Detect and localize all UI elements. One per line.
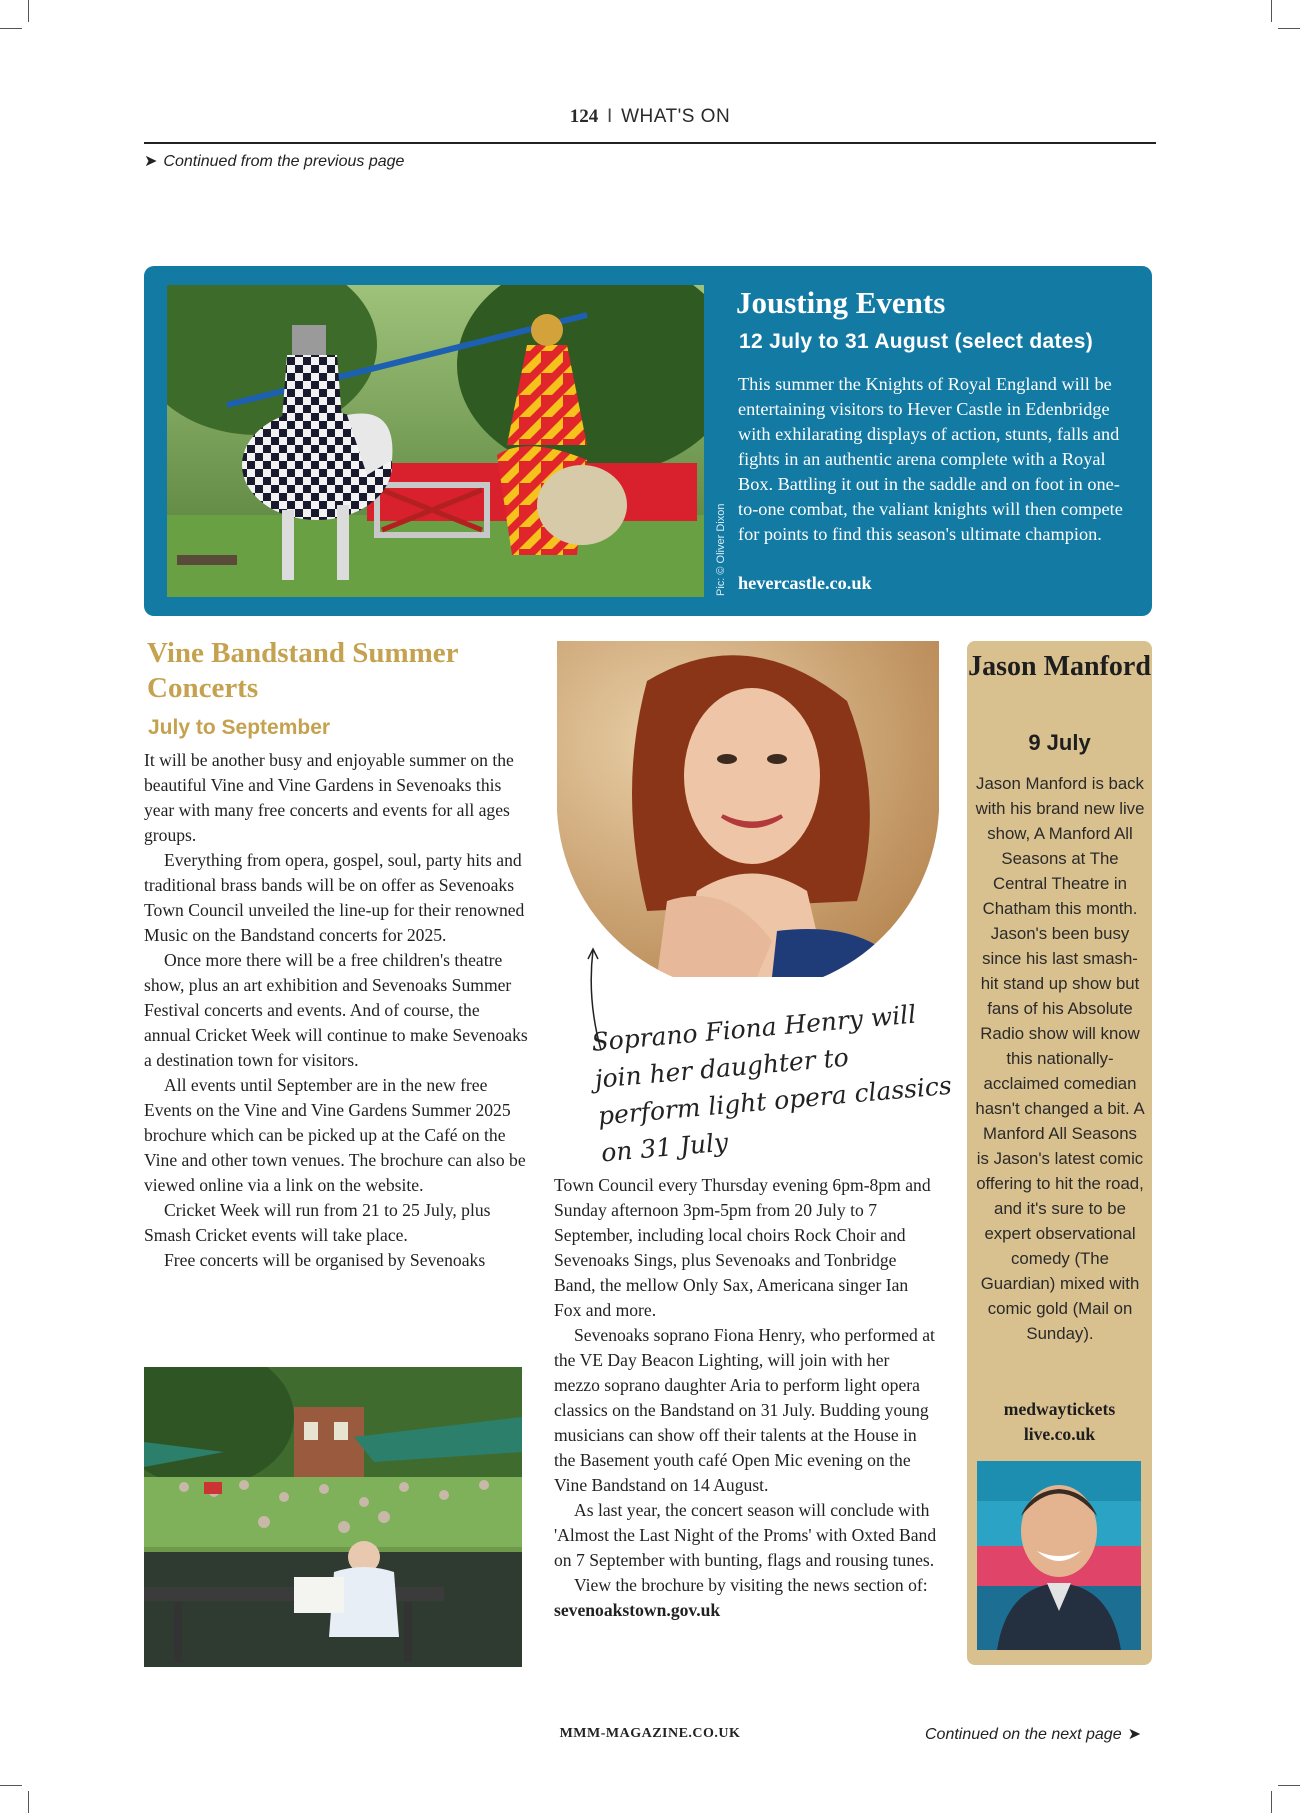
manford-body (975, 771, 1145, 1346)
jousting-photo (167, 285, 704, 597)
page-header (0, 106, 1300, 128)
page-number: 124 (569, 106, 599, 127)
arrow-right-icon: ➤ (1127, 1726, 1142, 1743)
sevenoaks-link[interactable]: sevenoakstown.gov.uk (554, 1600, 721, 1620)
vine-title: Vine Bandstand Summer Concerts (147, 637, 459, 704)
vine-paragraph: It will be another busy and enjoyable summer on the beautiful Vine and Vine Gardens in Sevenoaks this year with many free concerts and events for all ages groups. (144, 750, 514, 845)
manford-date: 9 July (1028, 730, 1091, 755)
manford-photo (977, 1461, 1141, 1650)
vine-body (144, 748, 530, 1273)
header-rule (144, 142, 1156, 144)
vine-body-continued (554, 1173, 939, 1623)
photo-credit (712, 490, 730, 600)
jousting-body: This summer the Knights of Royal England will be entertaining visitors to Hever Castle in Edenbridge with exhilarating displays of action, stunts, falls and fights in an authentic arena complete with a Royal Box. Battling it out in the saddle and on foot in one-to-one combat, the valiant knights will then compete for points to find this season's ultimate champion. (738, 374, 1123, 544)
crop-mark (1278, 28, 1300, 29)
fiona-henry-portrait (557, 641, 939, 977)
manford-paragraph: Jason's been busy since his last smash-hit stand up show but fans of his Absolute Radio show will know this nationally-acclaimed comedian hasn't changed a bit. A Manford All Seasons is Jason's latest comic offering to hit the road, and it's sure to be expert observational comedy (The Guardian) mixed with comic gold (Mail on Sunday). (975, 924, 1145, 1343)
manford-title: Jason Manford (968, 651, 1151, 682)
crop-mark (28, 1791, 29, 1813)
photo-caption: Soprano Fiona Henry will join her daughter to perform light opera classics on 31 July (590, 999, 953, 1168)
vine-paragraph: Cricket Week will run from 21 to 25 July, plus Smash Cricket events will take place. (144, 1200, 491, 1245)
manford-link[interactable]: medwaytickets live.co.uk (1003, 1399, 1116, 1444)
crop-mark (1271, 0, 1272, 22)
header-separator: I (607, 106, 613, 127)
crop-mark (1271, 1791, 1272, 1813)
bandstand-photo (144, 1367, 522, 1667)
photo-credit-text: Pic: © Oliver Dixon (715, 503, 727, 596)
continued-next-note (925, 1724, 1141, 1744)
continued-from-text: Continued from the previous page (163, 153, 405, 170)
vine-paragraph: Free concerts will be organised by Sevenoaks (164, 1250, 486, 1270)
arrow-right-icon: ➤ (144, 153, 158, 170)
vine-paragraph: As last year, the concert season will conclude with 'Almost the Last Night of the Proms' with Oxted Band on 7 September with bunting, flags and rousing tunes. (554, 1500, 937, 1570)
continued-next-text: Continued on the next page (925, 1726, 1122, 1743)
crop-mark (0, 1785, 22, 1786)
vine-paragraph-final (554, 1573, 939, 1623)
jousting-title: Jousting Events (736, 285, 946, 320)
crop-mark (28, 0, 29, 22)
vine-dates: July to September (148, 716, 331, 739)
section-title: WHAT'S ON (621, 106, 731, 127)
footer-website[interactable]: MMM-MAGAZINE.CO.UK (559, 1726, 741, 1741)
manford-paragraph: Jason Manford is back with his brand new live show, A Manford All Seasons at The Central Theatre in Chatham this month. (975, 774, 1145, 918)
vine-paragraph: All events until September are in the new free Events on the Vine and Vine Gardens Summer 2025 brochure which can be picked up at the Café on the Vine and other town venues. The brochure can also be viewed online via a link on the website. (144, 1075, 526, 1195)
jousting-link[interactable]: hevercastle.co.uk (738, 573, 872, 593)
vine-paragraph: Everything from opera, gospel, soul, party hits and traditional brass bands will be on offer as Sevenoaks Town Council unveiled the line-up for their renowned Music on the Bandstand concerts for 2025. (144, 850, 525, 945)
continued-from-note (144, 151, 404, 171)
crop-mark (1278, 1785, 1300, 1786)
vine-paragraph: Once more there will be a free children's theatre show, plus an art exhibition and Sevenoaks Summer Festival concerts and events. And of course, the annual Cricket Week will continue to make Sevenoaks a destination town for visitors. (144, 950, 528, 1070)
jousting-dates: 12 July to 31 August (select dates) (739, 330, 1093, 353)
vine-paragraph: Town Council every Thursday evening 6pm-8pm and Sunday afternoon 3pm-5pm from 20 July to 7 September, including local choirs Rock Choir and Sevenoaks Sings, plus Sevenoaks and Tonbridge Band, the mellow Only Sax, Americana singer Ian Fox and more. (554, 1175, 931, 1320)
vine-final-text: View the brochure by visiting the news section of: (574, 1575, 928, 1595)
vine-paragraph: Sevenoaks soprano Fiona Henry, who performed at the VE Day Beacon Lighting, will join with her mezzo soprano daughter Aria to perform light opera classics on the Bandstand on 31 July. Budding young musicians can show off their talents at the House in the Basement youth café Open Mic evening on the Vine Bandstand on 14 August. (554, 1325, 935, 1495)
crop-mark (0, 28, 22, 29)
